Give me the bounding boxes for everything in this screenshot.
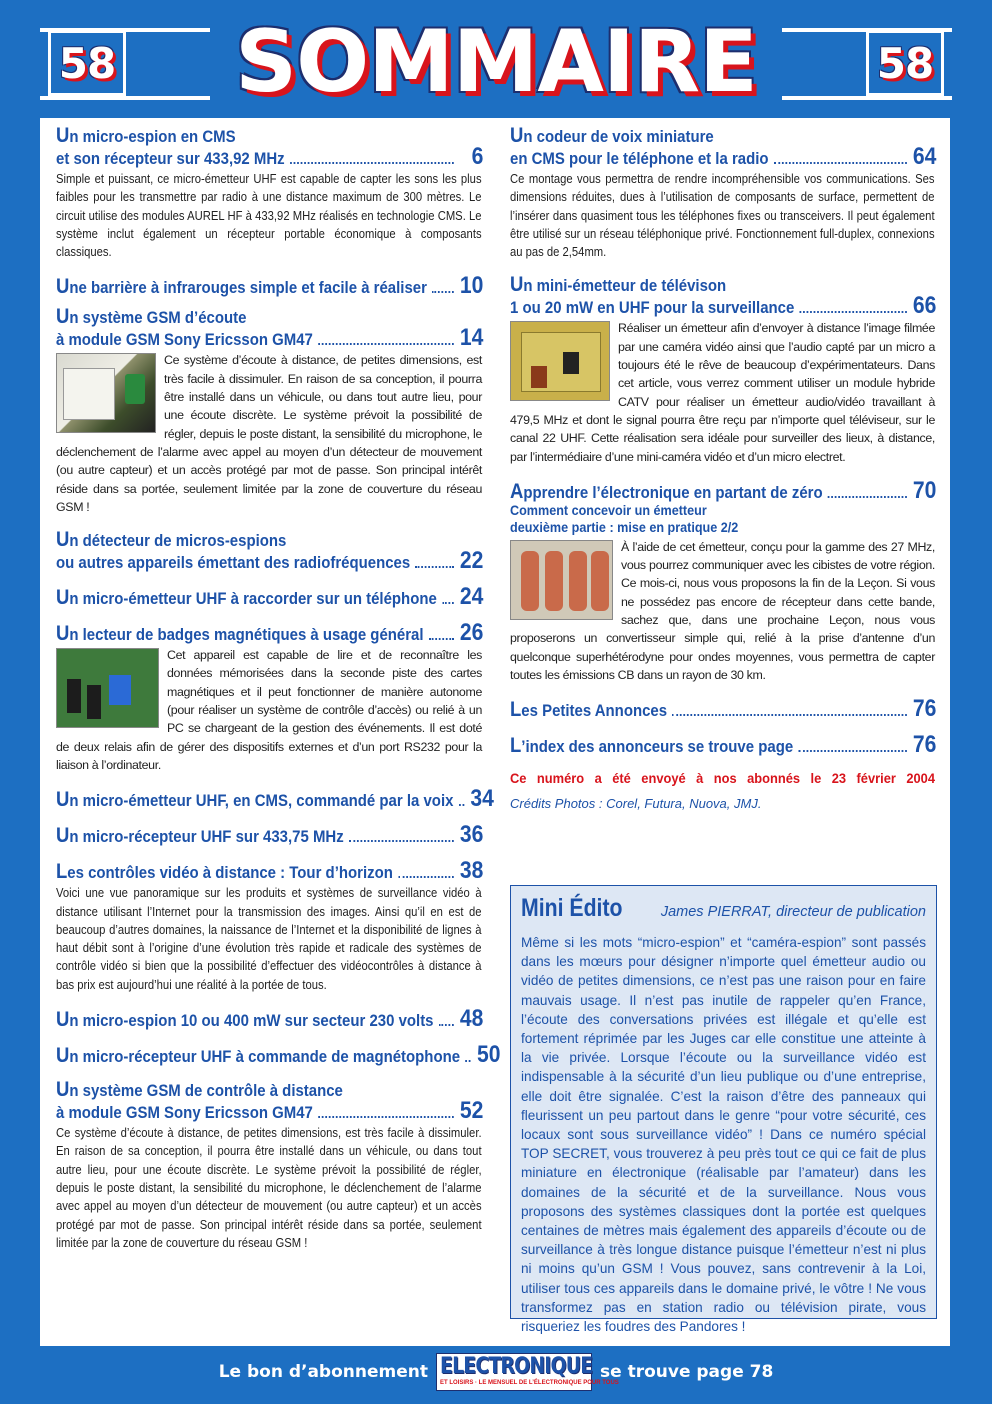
page-number: 34 <box>470 785 494 813</box>
entry-subtitle: Comment concevoir un émetteur <box>510 501 707 518</box>
toc-entry[interactable]: Une barrière à infrarouges simple et facile à réaliser 10 <box>56 272 484 300</box>
page-number: 64 <box>912 143 937 170</box>
header <box>0 0 992 118</box>
toc-entry[interactable]: Un micro-émetteur UHF à raccorder sur un téléphone 24 <box>56 583 484 611</box>
page-number: 70 <box>912 476 937 504</box>
toc-entry[interactable]: Les Petites Annonces 76 <box>510 695 937 723</box>
mini-edito-box <box>510 885 937 1335</box>
edito-text: Même si les mots “micro-espion” et “caméra-espion” sont passés dans les mœurs pour désigner n’importe quel émetteur audio ou vidéo de petites dimensions, ce n’est pas une raison pour en faire mauvais usage. Il n’est pas inutile de rappeler qu’en France, l’écoute des conversations privées est illégale et qu’elle est fortement réprimée par les Juges car elle constitue une atteinte à la vie privée. Lorsque l’écoute ou la surveillance vidéo est indispensable à la sécurité d’un lieu publique ou d’une entreprise, elle doit être signalée. C’est la raison d’être des panneaux qui fleurissent un peu partout dans le genre “pour votre sécurité, ces locaux sont sous surveillance vidéo” ! Dans ce numéro spécial TOP SECRET, vous trouverez à peu près tout ce qui ce fait de plus miniature en électronique (réalisable par l’amateur) dans les domaines de la sécurité et de la surveillance. Nous vous proposons des systèmes classiques dont la portée est quelques centaines de mètres mais également des appareils d’écoute ou de surveillance à très longue distance puisque l’émetteur n’est ni plus ni moins qu’un GSM ! Vous pouvez, sans contrevenir à la Loi, utiliser tous ces appareils dans le domaine privé, le vôtre ! Ne vous transformez pas en station radio ou télévision pirate, vous risqueriez les foudres des Pandores ! <box>521 935 926 1335</box>
badge-reader-photo <box>56 648 159 728</box>
toc-entry[interactable]: Un système GSM de contrôle à distance à module GSM Sony Ericsson GM47 52 Ce système d’écoute à distance, de petites dimensions, est très facile à dissimuler. En raison de sa conception, il pourra être installé dans un véhicule, ou dans tout autre lieu, pour une écoute discrète. Le système prévoit la possibilité de régler, depuis le poste distant, la sensibilité du microphone, le déclenchement de l’alarme avec appel au moyen d’un détecteur de mouvement (ou autre capteur) et un accès protégé par mot de passe. Son principal intérêt réside dans sa portée, seulement limitée par la zone de couverture du réseau GSM ! <box>56 1080 482 1252</box>
page-number: 48 <box>459 1005 484 1033</box>
credits-value: Corel, Futura, Nuova, JMJ. <box>606 796 762 812</box>
toc-entry[interactable]: Un mini-émetteur de télévison 1 ou 20 mW en UHF pour la surveillance 66 Réaliser un émetteur afin d’envoyer à distance l’image filmée par une caméra vidéo ainsi que l’audio capté par un micro a toujours été le rêve de beaucoup d’expérimentateurs. Dans cet article, vous verrez comment utiliser un module hybride CATV pour réaliser un émetteur audio/vidéo travaillant à 479,5 MHz et dont le signal pourra être reçu par n’importe quel téléviseur, sur le canal 22 UHF. Cette réalisation sera idéale pour surveiller des lieux, à distance, par l’intermédiaire d’une mini-caméra vidéo et d’un micro electret. <box>510 275 935 465</box>
entry-description: À l’aide de cet émetteur, conçu pour la gamme des 27 MHz, vous pourrez communiquer avec les cibistes de votre région. Ce mois-ci, nous vous proposons la fin de la Leçon. Si vous ne possédez pas encore de récepteur dans cette bande, sachez que, dans une prochaine Leçon, nous vous proposerons un convertisseur simple qui, relié à la prise d’antenne d’un quelconque superhétérodyne pour ondes moyennes, vous permettra de capter toutes les émissions CB dans un rayon de 30 km. <box>510 539 935 682</box>
tv-transmitter-photo <box>510 321 610 401</box>
page-number: 22 <box>459 547 484 575</box>
left-column <box>56 124 501 1266</box>
page-number: 66 <box>912 292 937 320</box>
header-frame-line <box>40 96 210 100</box>
page-number: 52 <box>459 1097 484 1125</box>
gsm-module-photo <box>56 353 156 433</box>
photo-credits <box>510 796 935 811</box>
footer-text-before: Le bon d’abonnement <box>218 1362 428 1382</box>
toc-entry[interactable]: Un codeur de voix miniature en CMS pour le téléphone et la radio 64 Ce montage vous permettra de rendre incompréhensible vos communications. Ses dimensions réduites, dues à l’utilisation de composants de surface, permettent de l’insérer dans quasiment tous les téléphones fixes ou transceivers. Il peut également être utilisé sur un réseau téléphonique privé. Fonctionnement full-duplex, connexions au pas de 2,54mm. <box>510 126 935 261</box>
logo-tagline: ET LOISIRS · LE MENSUEL DE L’ÉLECTRONIQUE POUR TOUS <box>440 1380 619 1386</box>
entry-subtitle: deuxième partie : mise en pratique 2/2 <box>510 518 739 535</box>
page-number: 38 <box>459 857 484 885</box>
entry-description: Voici une vue panoramique sur les produits et systèmes de surveillance vidéo à distance utilisant l’Internet pour la transmission des images. Ainsi qu’il en est de beaucoup d’autres domaines, la naissance de l’Internet et la disponibilité de lignes à haut débit sont à l’origine d’une évolution très rapide et radicale des systèmes de contrôle vidéo si bien que la possibilité d’effectuer des vidéocontrôles à distance à bas prix est aujourd’hui une réalité à la portée de tous. <box>56 886 482 992</box>
toc-entry[interactable]: Un micro-émetteur UHF, en CMS, commandé par la voix 34 <box>56 785 494 813</box>
credits-label: Crédits Photos : <box>510 796 603 812</box>
toc-entry[interactable]: Les contrôles vidéo à distance : Tour d’horizon 38 Voici une vue panoramique sur les produits et systèmes de surveillance vidéo à distance utilisant l’Internet pour la transmission des images. Ainsi qu’il en est de beaucoup d’autres domaines, la naissance de l’Internet et la disponibilité de lignes à haut débit sont à l’origine d’une évolution très rapide et radicale des systèmes de contrôle vidéo si bien que la possibilité d’effectuer des vidéocontrôles à distance à bas prix est aujourd’hui une réalité à la portée de tous. <box>56 860 482 994</box>
page-title: SOMMAIRE <box>235 12 757 112</box>
page-number: 10 <box>459 272 484 300</box>
issue-number-left: 58 <box>48 30 126 96</box>
toc-entry[interactable]: Un détecteur de micros-espions ou autres appareils émettant des radiofréquences 22 <box>56 528 484 575</box>
mailing-notice: Ce numéro a été envoyé à nos abonnés le 23 février 2004 <box>510 770 936 787</box>
toc-entry[interactable]: Un micro-récepteur UHF à commande de magnétophone 50 <box>56 1041 501 1069</box>
right-column <box>510 126 935 811</box>
entry-description: Cet appareil est capable de lire et de reconnaître les données mémorisées dans la seconde piste des cartes magnétiques et il peut fonctionner de manière autonome (pour réaliser un système de contrôle d’accès) ou relié à un PC se chargeant de la gestion des événements. Il est doté de deux relais afin de gérer des dispositifs externes et d’un port RS232 pour la liaison à l’ordinateur. <box>56 648 482 772</box>
page-number: 24 <box>459 583 484 611</box>
toc-entry[interactable]: Un lecteur de badges magnétiques à usage général 26 Cet appareil est capable de lire et de reconnaître les données mémorisées dans la seconde piste des cartes magnétiques et il peut fonctionner de manière autonome (pour réaliser un système de contrôle d’accès) ou relié à un PC se chargeant de la gestion des événements. Il est doté de deux relais afin de gérer des dispositifs externes et d’un port RS232 pour la liaison à l’ordinateur. <box>56 622 482 774</box>
logo-main-text: ELECTRONIQUE <box>440 1354 593 1379</box>
toc-entry[interactable]: Un micro-espion en CMS et son récepteur sur 433,92 MHz 6 Simple et puissant, ce micro-émetteur UHF est capable de capter les sons les plus faibles pour les transmettre par radio à une distance maximum de 300 mètres. Le circuit utilise des modules AUREL HF à 433,92 MHz réalisés en technologie CMS. Le système inclut également un récepteur portable économique à composants classiques. <box>56 126 482 261</box>
page-number: 76 <box>912 695 937 723</box>
header-frame-line <box>782 96 952 100</box>
page-number: 6 <box>471 143 484 170</box>
edito-author: James PIERRAT, directeur de publication <box>660 904 926 920</box>
entry-description: Ce système d’écoute à distance, de petites dimensions, est très facile à dissimuler. En raison de sa conception, il pourra être installé dans un véhicule, ou dans tout autre lieu, pour une écoute discrète. Le système prévoit la possibilité de régler, depuis le poste distant, la sensibilité du microphone, le déclenchement de l’alarme avec appel au moyen d’un détecteur de mouvement (ou autre capteur) et un accès protégé par mot de passe. Son principal intérêt réside dans sa portée, seulement limitée par la zone de couverture du réseau GSM ! <box>56 1126 482 1250</box>
issue-number-right: 58 <box>866 30 944 96</box>
toc-entry[interactable]: Apprendre l’électronique en partant de zéro 70 Comment concevoir un émetteur deuxième partie : mise en pratique 2/2 À l’aide de cet émetteur, conçu pour la gamme des 27 MHz, vous pourrez communiquer avec les cibistes de votre région. Ce mois-ci, nous vous proposons la fin de la Leçon. Si vous ne possédez pas encore de récepteur dans cette bande, sachez que, dans une prochaine Leçon, nous vous proposerons un convertisseur simple qui, relié à la prise d’antenne d’un quelconque superhétérodyne pour ondes moyennes, vous permettra de capter toutes les émissions CB dans un rayon de 30 km. <box>510 480 935 684</box>
page-number: 14 <box>459 324 484 352</box>
page-number: 76 <box>912 731 937 759</box>
entry-description: Réaliser un émetteur afin d’envoyer à distance l’image filmée par une caméra vidéo ainsi que l’audio capté par un micro a toujours été le rêve de beaucoup d’expérimentateurs. Dans cet article, vous verrez comment utiliser un module hybride CATV pour réaliser un émetteur audio/vidéo travaillant à 479,5 MHz et dont le signal pourra être reçu par n’importe quel téléviseur, sur le canal 22 UHF. Cette réalisation sera idéale pour surveiller des lieux, à distance, par l’intermédiaire d’une mini-caméra vidéo et d’un micro electret. <box>510 321 935 464</box>
toc-entry[interactable]: Un micro-récepteur UHF sur 433,75 MHz 36 <box>56 821 484 849</box>
page-number: 26 <box>459 619 484 647</box>
toc-entry[interactable]: Un système GSM d’écoute à module GSM Sony Ericsson GM47 14 Ce système d’écoute à distance, de petites dimensions, est très facile à dissimuler. En raison de sa conception, il pourra être installé dans un véhicule, ou dans tout autre lieu, pour une écoute discrète. Le système prévoit la possibilité de régler, depuis le poste distant, la sensibilité du microphone, le déclenchement de l’alarme avec appel au moyen d’un détecteur de mouvement (ou autre capteur) et un accès protégé par mot de passe. Son principal intérêt réside dans sa portée, seulement limitée par la zone de couverture du réseau GSM ! <box>56 307 482 516</box>
entry-description: Simple et puissant, ce micro-émetteur UHF est capable de capter les sons les plus faibles pour les transmettre par radio à une distance maximum de 300 mètres. Le circuit utilise des modules AUREL HF à 433,92 MHz réalisés en technologie CMS. Le système inclut également un récepteur portable économique à composants classiques. <box>56 172 482 260</box>
entry-description: Ce système d’écoute à distance, de petites dimensions, est très facile à dissimuler. En raison de sa conception, il pourra être installé dans un véhicule, ou dans tout autre lieu, pour une écoute discrète. Le système prévoit la possibilité de régler, depuis le poste distant, la sensibilité du microphone, le déclenchement de l’alarme avec appel au moyen d’un détecteur de mouvement (ou autre capteur) et un accès protégé par mot de passe. Son principal intérêt réside dans sa portée, seulement limitée par la zone de couverture du réseau GSM ! <box>56 353 482 514</box>
toc-entry[interactable]: Un micro-espion 10 ou 400 mW sur secteur 230 volts 48 <box>56 1005 484 1033</box>
footer-text-after: se trouve page 78 <box>600 1362 774 1382</box>
page-number: 36 <box>459 821 484 849</box>
edito-title: Mini Édito <box>521 894 623 922</box>
magazine-logo <box>436 1353 619 1391</box>
resistors-photo <box>510 540 613 620</box>
subscription-footer <box>0 1352 992 1392</box>
entry-description: Ce montage vous permettra de rendre incompréhensible vos communications. Ses dimensions réduites, dues à l’utilisation de composants de surface, permettent de l’insérer dans quasiment tous les téléphones fixes ou transceivers. Il peut également être utilisé sur un réseau téléphonique privé. Fonctionnement full-duplex, connexions au pas de 2,54mm. <box>510 172 935 260</box>
toc-entry[interactable]: L’index des annonceurs se trouve page 76 <box>510 731 937 759</box>
page-number: 50 <box>477 1041 501 1069</box>
content-page <box>40 118 950 1346</box>
